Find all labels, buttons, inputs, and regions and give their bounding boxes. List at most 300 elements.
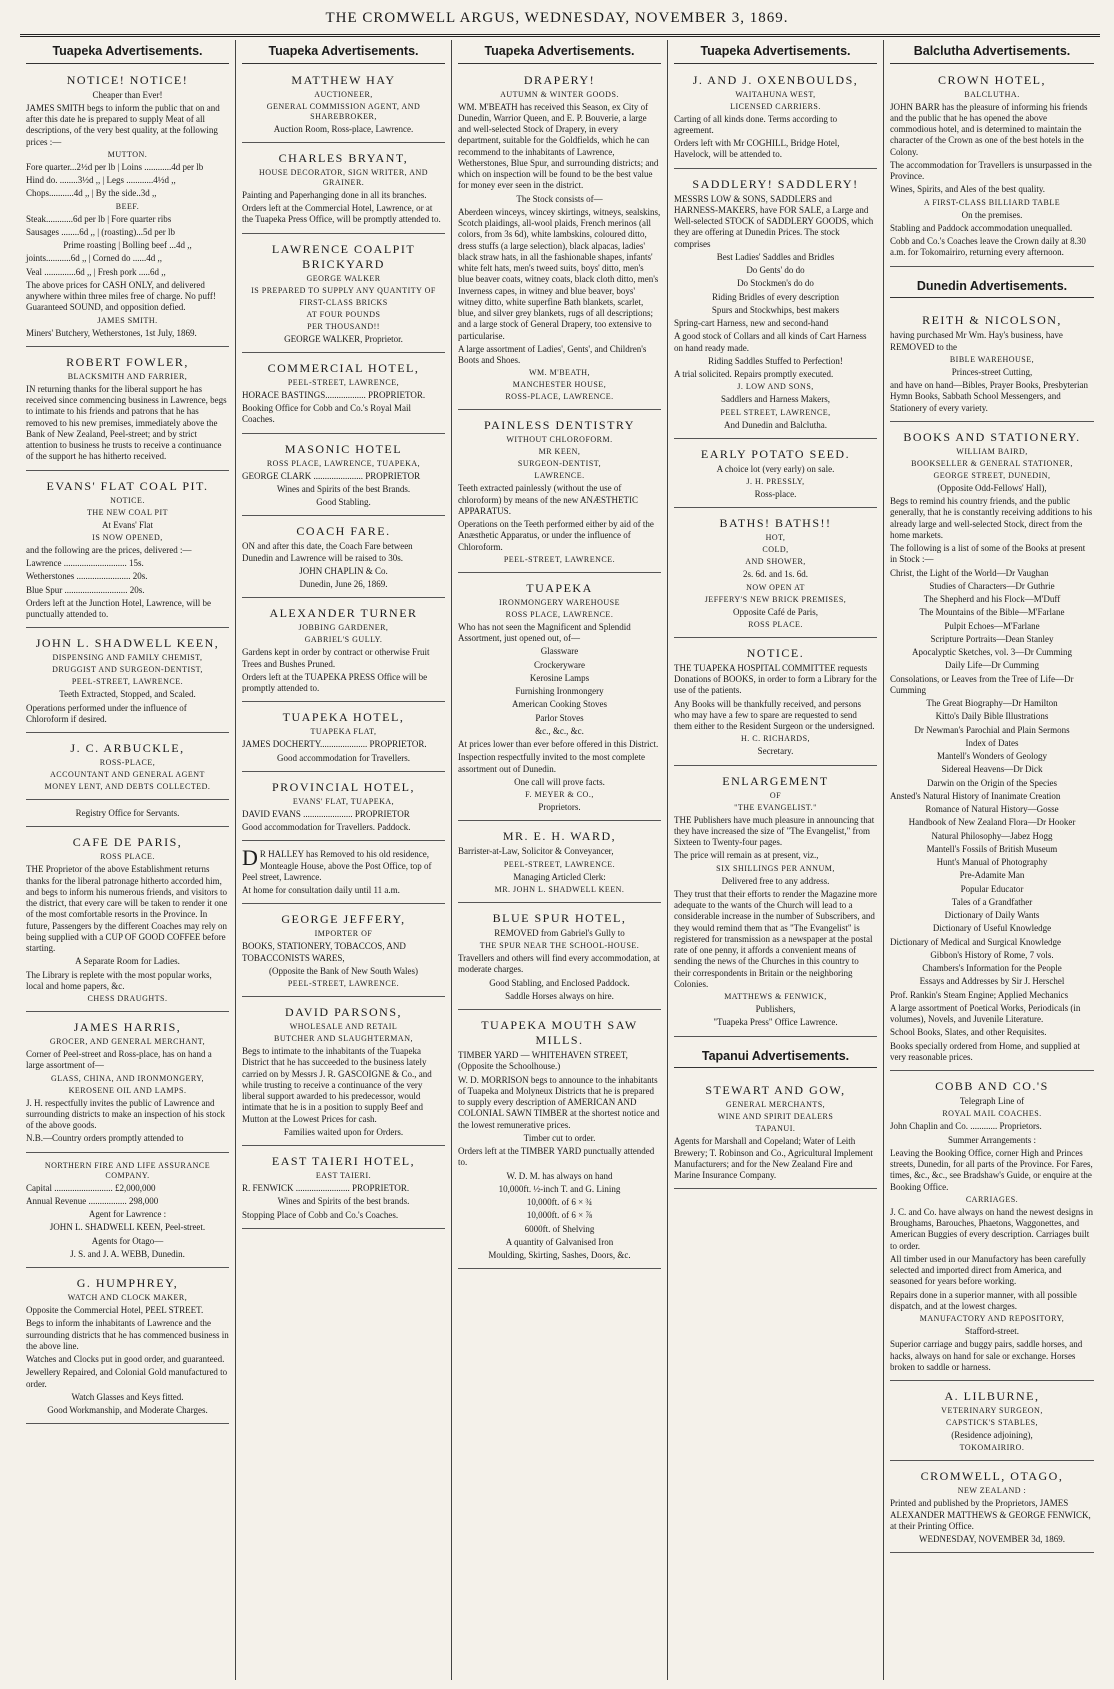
advertisement: [674, 172, 877, 439]
ad-line: LICENSED CARRIERS.: [730, 101, 821, 111]
ad-line: IS PREPARED TO SUPPLY ANY QUANTITY OF: [251, 285, 436, 295]
ad-line: "THE EVANGELIST.": [734, 802, 817, 812]
ad-line: PEEL-STREET, LAWRENCE.: [71, 677, 184, 687]
ad-line: Essays and Addresses by Sir J. Herschel: [919, 976, 1065, 987]
ad-title: PAINLESS DENTISTRY: [484, 418, 635, 433]
ad-title: BOOKS AND STATIONERY.: [903, 429, 1081, 444]
ad-line: BOOKSELLER & GENERAL STATIONER,: [911, 458, 1073, 468]
ad-line: joints...........6d ,, | Corned do ......4d ,,: [26, 253, 163, 264]
ad-title: REITH & NICOLSON,: [922, 313, 1062, 328]
ad-line: (Opposite Odd-Fellows' Hall),: [937, 482, 1047, 493]
ad-title: COMMERCIAL HOTEL,: [267, 360, 420, 375]
ad-line: Ross-place.: [754, 489, 797, 500]
ad-line: Tales of a Grandfather: [951, 896, 1033, 907]
ad-line: MATTHEWS & FENWICK,: [724, 992, 827, 1002]
ad-line: Scripture Portraits—Dean Stanley: [930, 633, 1054, 644]
advertisement: [674, 769, 877, 1037]
ad-title: ROBERT FOWLER,: [66, 354, 189, 369]
ad-line: Studies of Characters—Dr Guthrie: [929, 580, 1055, 591]
ad-line: Books specially ordered from Home, and supplied at very reasonable prices.: [890, 1040, 1080, 1062]
advertisement: [26, 1156, 229, 1269]
ad-line: Wines and Spirits of the best Brands.: [276, 483, 411, 494]
ad-line: GABRIEL'S GULLY.: [304, 635, 383, 645]
advertisement: [458, 906, 661, 1010]
ad-line: WAITAHUNA WEST,: [735, 89, 816, 99]
ad-line: ROYAL MAIL COACHES.: [942, 1109, 1042, 1119]
ad-line: Delivered free to any address.: [721, 875, 830, 886]
ad-title: JOHN L. SHADWELL KEEN,: [35, 636, 220, 651]
ad-title: NORTHERN FIRE AND LIFE ASSURANCE COMPANY.: [44, 1160, 211, 1180]
ad-line: WM. M'BEATH has received this Season, ex City of Dunedin, Warrior Queen, and E. P. Bouverie, a large and well-selected Stock of Drapery, in every department, suitable for the Goldfields, which he can recommend to the inhabitants of Lawrence, Wetherstones, Blue Spur, and surrounding districts; and which on inspection will be found to be the best value for money ever seen in the district.: [458, 101, 659, 191]
ad-line: Mantell's Fossils of British Museum: [926, 843, 1058, 854]
ad-line: PEEL-STREET, LAWRENCE,: [287, 377, 400, 387]
ad-line: Steak............6d per lb | Fore quarter ribs: [26, 213, 172, 224]
column-4: [668, 40, 884, 1680]
ad-line: 6000ft. of Shelving: [524, 1223, 595, 1234]
ad-line: Orders left with Mr COGHILL, Bridge Hotel, Havelock, will be attended to.: [674, 138, 840, 160]
ad-title: MATTHEW HAY: [291, 72, 396, 87]
advertisement: [674, 1040, 877, 1076]
ad-line: LAWRENCE.: [534, 471, 585, 481]
ad-line: Riding Bridles of every description: [712, 291, 839, 302]
ad-line: J. H. respectfully invites the public of Lawrence and surrounding districts to make an inspection of his stock of the above goods.: [26, 1097, 225, 1131]
column-1: [20, 40, 236, 1680]
ad-line: The price will remain as at present, viz.,: [674, 850, 819, 861]
advertisement: [242, 1149, 445, 1229]
ad-line: On the premises.: [961, 209, 1023, 220]
advertisement: [458, 413, 661, 573]
ad-line: Riding Saddles Stuffed to Perfection!: [708, 355, 843, 366]
masthead: THE CROMWELL ARGUS, WEDNESDAY, NOVEMBER 3, 1869.: [325, 10, 789, 26]
ad-title: SADDLERY! SADDLERY!: [692, 176, 859, 191]
ad-line: JAMES SMITH begs to inform the public that on and after this date he is prepared to supply Meat of all descriptions, of the very best quality, at the following prices :—: [26, 102, 220, 147]
advertisement: [26, 736, 229, 800]
advertisement: [890, 1464, 1094, 1553]
column-5: [884, 40, 1100, 1680]
ad-title: COBB AND CO.'S: [935, 1079, 1049, 1093]
advertisement: [26, 1015, 229, 1153]
ad-line: Wines, Spirits, and Ales of the best quality.: [890, 184, 1046, 195]
advertisement: [26, 350, 229, 471]
ad-line: MONEY LENT, AND DEBTS COLLECTED.: [44, 782, 211, 792]
ad-line: The Mountains of the Bible—M'Farlane: [919, 607, 1065, 618]
ad-line: The accommodation for Travellers is unsurpassed in the Province.: [890, 159, 1092, 182]
advertisement: [26, 474, 229, 629]
ad-line: JAMES SMITH.: [97, 315, 158, 325]
ad-line: SIX SHILLINGS PER ANNUM,: [716, 863, 835, 873]
ad-line: H. C. RICHARDS,: [740, 734, 811, 744]
ad-line: Gibbon's History of Rome, 7 vols.: [930, 949, 1054, 960]
column-3: [452, 40, 668, 1680]
ad-title: ALEXANDER TURNER: [269, 606, 418, 621]
advertisement: [242, 68, 445, 143]
ad-line: Begs to remind his country friends, and the public generally, that he is constantly receiving additions to his already large and well-selected Stock, direct from the home markets.: [890, 496, 1093, 540]
ad-line: GEORGE WALKER: [306, 273, 381, 283]
ad-line: Hind do. ........3½d ,, | Legs ............4½d ,,: [26, 175, 176, 186]
ad-line: Dunedin, June 26, 1869.: [299, 579, 388, 590]
advertisement: [890, 425, 1094, 1071]
ad-line: Christ, the Light of the World—Dr Vaughan: [890, 567, 1049, 578]
ad-line: EVANS' FLAT, TUAPEKA,: [292, 796, 395, 806]
ad-line: Glassware: [540, 646, 579, 657]
advertisement: [242, 356, 445, 434]
ad-line: A large assortment of Poetical Works, Periodicals (in volumes), Novels, and Juvenile Literature.: [890, 1002, 1081, 1024]
ad-line: John Chaplin and Co. ............ Proprietors.: [890, 1121, 1042, 1132]
ad-line: Jewellery Repaired, and Colonial Gold manufactured to order.: [26, 1367, 228, 1389]
ad-line: Spurs and Stockwhips, best makers: [711, 304, 840, 315]
ad-line: and the following are the prices, delivered :—: [26, 544, 192, 555]
ad-line: JOHN BARR has the pleasure of informing his friends and the public that he has opened the above commodious hotel, and is determined to maintain the character of the Crown as one of the best hotels in the Colony.: [890, 101, 1088, 157]
ad-line: Good accommodation for Travellers.: [277, 752, 410, 763]
ad-line: Cheaper than Ever!: [92, 89, 163, 100]
ad-line: SURGEON-DENTIST,: [517, 459, 602, 469]
column-2: [236, 40, 452, 1680]
column-heading: Tuapeka Advertisements.: [242, 40, 445, 64]
advertisement: [458, 576, 661, 822]
ad-line: GEORGE CLARK ...................... PROPRIETOR: [242, 470, 421, 481]
ad-line: N.B.—Country orders promptly attended to: [26, 1133, 184, 1144]
ad-line: Prof. Rankin's Steam Engine; Applied Mechanics: [890, 989, 1069, 1000]
column-heading: Tuapeka Advertisements.: [674, 40, 877, 64]
ad-line: A quantity of Galvanised Iron: [505, 1236, 614, 1247]
ad-line: A good stock of Collars and all kinds of Cart Harness on hand ready made.: [674, 331, 867, 353]
ad-line: GENERAL COMMISSION AGENT, AND SHAREBROKER,: [266, 101, 421, 121]
ad-line: Good Workmanship, and Moderate Charges.: [47, 1405, 208, 1416]
ad-line: Apocalyptic Sketches, vol. 3—Dr Cumming: [912, 647, 1072, 657]
ad-title: GEORGE JEFFERY,: [281, 912, 406, 927]
ad-line: THE NEW COAL PIT: [86, 507, 169, 517]
advertisement: [242, 1000, 445, 1146]
ad-line: WM. M'BEATH,: [529, 368, 590, 378]
ad-line: All timber used in our Manufactory has been carefully selected and imported direct from America, and seasoned for years before working.: [890, 1253, 1086, 1287]
ad-line: Publishers,: [755, 1004, 796, 1015]
ad-title: BATHS! BATHS!!: [719, 516, 832, 531]
advertisement: [242, 907, 445, 997]
ad-line: BUTCHER AND SLAUGHTERMAN,: [274, 1034, 413, 1044]
ad-line: R. FENWICK ........................ PROPRIETOR.: [242, 1183, 410, 1194]
ad-line: IMPORTER OF: [314, 929, 373, 939]
ad-line: Blue Spur ............................ 20s.: [26, 584, 145, 595]
ad-line: GEORGE WALKER, Proprietor.: [284, 333, 403, 344]
ad-line: GENERAL MERCHANTS,: [725, 1100, 826, 1110]
advertisement: [458, 824, 661, 903]
ad-line: Stafford-street.: [964, 1326, 1020, 1336]
ad-line: Darwin on the Origin of the Species: [927, 777, 1057, 788]
ad-line: Wetherstones ........................ 20s.: [26, 571, 148, 582]
ad-line: Prime roasting | Bolling beef ...4d ,,: [63, 240, 192, 251]
ad-line: HOT,: [765, 533, 786, 543]
ad-line: HOUSE DECORATOR, SIGN WRITER, AND GRAINER.: [258, 167, 429, 187]
advertisement: [674, 1078, 877, 1189]
ad-line: Orders left at the Commercial Hotel, Lawrence, or at the Tuapeka Press Office, will be promptly attended to.: [242, 203, 441, 225]
ad-line: 10,000ft. of 6 × ⅞: [526, 1210, 593, 1221]
ad-line: IN returning thanks for the liberal support he has received since commencing business in Lawrence, begs to intimate to his friends and patrons that he has removed to his new premises, immediately above the Bank of New Zealand, Peel-street; and by strict attention to business he trusts to receive a continuance of the support he has hitherto received.: [26, 383, 227, 462]
ad-line: Proprietors.: [538, 802, 581, 813]
ad-line: The Great Biography—Dr Hamilton: [926, 698, 1058, 708]
advertisement: [26, 803, 229, 827]
ad-line: TIMBER YARD — WHITEHAVEN STREET, (Opposite the Schoolhouse.): [458, 1050, 628, 1072]
ad-line: Fore quarter...2½d per lb | Loins ............4d per lb: [26, 161, 204, 172]
ad-line: Begs to inform the inhabitants of Lawrence and the surrounding districts that he has commenced business in the above line.: [26, 1318, 229, 1351]
ad-line: Any Books will be thankfully received, and persons who may have a few to spare are requested to send them either to the Resident Surgeon or the undersigned.: [674, 698, 875, 732]
ad-line: Chambers's Information for the People: [922, 963, 1062, 973]
ad-line: Sidereal Heavens—Dr Dick: [941, 764, 1043, 775]
ad-line: BALCLUTHA.: [964, 89, 1020, 99]
ad-line: Index of Dates: [965, 737, 1019, 748]
ad-line: IS NOW OPENED,: [92, 532, 163, 542]
ad-line: BOOKS, STATIONERY, TOBACCOS, AND TOBACCONISTS WARES,: [242, 941, 406, 963]
ad-line: Annual Revenue ................. 298,000: [26, 1195, 159, 1206]
ad-line: NOW OPEN AT: [746, 582, 805, 592]
advertisement: [242, 844, 445, 904]
ad-line: The Shepherd and his Flock—M'Duff: [923, 594, 1061, 604]
ad-line: At prices lower than ever before offered in this District.: [458, 739, 659, 750]
ad-title: EARLY POTATO SEED.: [700, 446, 851, 461]
ad-line: Do Stockmen's do do: [737, 278, 814, 289]
advertisement: [674, 442, 877, 509]
ad-line: Crockeryware: [534, 659, 585, 670]
ad-line: MUTTON.: [107, 149, 148, 159]
ad-line: W. D. MORRISON begs to announce to the inhabitants of Tuapeka and Molyneux Districts that he is prepared to supply every description of AMERICAN AND COLONIAL SAWN TIMBER at the shortest notice and the lowest remunerative prices.: [458, 1074, 660, 1130]
ad-line: Daily Life—Dr Cumming: [945, 660, 1039, 671]
ad-line: J. H. PRESSLY,: [746, 477, 805, 487]
ad-title: J. AND J. OXENBOULDS,: [692, 72, 859, 87]
ad-line: Mantell's Wonders of Geology: [937, 751, 1047, 761]
ad-line: DISPENSING AND FAMILY CHEMIST,: [52, 653, 203, 663]
ad-line: Carting of all kinds done. Terms according to agreement.: [674, 113, 838, 135]
ad-line: REMOVED from Gabriel's Gully to: [494, 927, 625, 938]
ad-line: Dictionary of Medical and Surgical Knowledge: [890, 936, 1062, 947]
ad-line: Kitto's Daily Bible Illustrations: [935, 711, 1049, 722]
ad-line: MESSRS LOW & SONS, SADDLERS and HARNESS-MAKERS, have FOR SALE, a Large and Well-selected STOCK of SADDLERY GOODS, which they are offering at Dunedin Prices. The stock comprises: [674, 193, 874, 249]
ad-line: Chops...........4d ,, | By the side..3d ,,: [26, 188, 157, 199]
ad-line: JOHN CHAPLIN & Co.: [299, 565, 388, 576]
ad-title: PROVINCIAL HOTEL,: [271, 779, 416, 794]
advertisement: [890, 270, 1094, 306]
ad-line: Travellers and others will find every accommodation, at moderate charges.: [458, 953, 660, 975]
ad-line: Stabling and Paddock accommodation unequalled.: [890, 222, 1073, 233]
masthead-rule: [20, 34, 1100, 37]
ad-title: ENLARGEMENT: [722, 773, 829, 788]
advertisement: [242, 146, 445, 234]
ad-line: Good Stabling.: [316, 497, 371, 508]
ad-title: TUAPEKA HOTEL,: [282, 710, 405, 725]
ad-title: EVANS' FLAT COAL PIT.: [46, 478, 209, 493]
ad-line: Romance of Natural History—Gosse: [925, 804, 1059, 814]
ad-title: MASONIC HOTEL: [284, 441, 403, 456]
ad-line: Dr Newman's Parochial and Plain Sermons: [914, 724, 1070, 735]
ad-line: (Opposite the Bank of New South Wales): [268, 965, 419, 976]
ad-line: NEW ZEALAND :: [957, 1486, 1027, 1496]
ad-line: Dictionary of Useful Knowledge: [932, 923, 1052, 934]
ad-line: Saddlers and Harness Makers,: [721, 394, 830, 405]
ad-line: Watch Glasses and Keys fitted.: [71, 1391, 184, 1402]
ad-line: Veal ..............6d ,, | Fresh pork .....6d ,,: [26, 266, 166, 277]
ad-title: NOTICE! NOTICE!: [66, 72, 189, 87]
ad-title: NOTICE.: [746, 645, 805, 660]
advertisement: [242, 437, 445, 517]
ad-line: Inspection respectfully invited to the most complete assortment out of Dunedin.: [458, 752, 645, 774]
ad-line: "Tuapeka Press" Office Lawrence.: [713, 1017, 838, 1028]
ad-line: CAPSTICK'S STABLES,: [945, 1418, 1039, 1427]
ad-line: HORACE BASTINGS.................. PROPRIETOR.: [242, 389, 426, 400]
advertisement: [242, 519, 445, 598]
ad-line: GLASS, CHINA, AND IRONMONGERY,: [50, 1073, 205, 1083]
ad-line: Good accommodation for Travellers. Paddock.: [242, 822, 411, 833]
ad-line: AUCTIONEER,: [314, 89, 373, 99]
ad-line: and have on hand—Bibles, Prayer Books, Presbyterian Hymn Books, Sabbath School Messengers, and Stationery of every variety.: [890, 380, 1088, 413]
ad-line: EAST TAIERI.: [315, 1171, 372, 1181]
ad-line: THE SPUR NEAR THE SCHOOL-HOUSE.: [479, 941, 640, 951]
ad-line: Pulpit Echoes—M'Farlane: [944, 620, 1040, 631]
ad-line: At home for consultation daily until 11 a.m.: [242, 885, 400, 896]
ad-title: J. C. ARBUCKLE,: [70, 741, 185, 756]
ad-line: BEEF.: [115, 201, 140, 211]
advertisement: [674, 641, 877, 766]
advertisement: [242, 237, 445, 353]
ad-line: Telegraph Line of: [959, 1096, 1025, 1106]
ad-line: Furnishing Ironmongery: [515, 686, 604, 697]
ad-line: AT FOUR POUNDS: [306, 309, 381, 319]
advertisement: [890, 308, 1094, 422]
ad-line: Spring-cart Harness, new and second-hand: [674, 318, 829, 329]
ad-line: Dictionary of Daily Wants: [944, 910, 1040, 920]
ad-line: ROSS-PLACE,: [99, 758, 156, 768]
ad-title: Registry Office for Servants.: [75, 808, 180, 819]
ad-line: Corner of Peel-street and Ross-place, has on hand a large assortment of—: [26, 1049, 212, 1071]
ad-line: Managing Articled Clerk:: [513, 871, 606, 882]
ad-line: KEROSENE OIL AND LAMPS.: [68, 1085, 187, 1095]
ad-line: &c., &c., &c.: [535, 725, 584, 736]
ad-line: Begs to intimate to the inhabitants of the Tuapeka District that he has succeeded to the business lately carried on by Messrs J. R. GASCOIGNE & Co., and while trusting to receive a continuance of the very liberal support awarded to his predecessor, would intimate that he is in a position to supply Beef and Mutton at the Lowest Prices for cash.: [242, 1046, 432, 1124]
ad-title: TUAPEKA: [526, 580, 593, 595]
advertisement: [26, 631, 229, 733]
ad-line: AND SHOWER,: [745, 557, 806, 567]
ad-line: DRUGGIST AND SURGEON-DENTIST,: [52, 665, 203, 675]
advertisement: [26, 830, 229, 1012]
advertisement: [242, 775, 445, 842]
ad-line: having purchased Mr Wm. Hay's business, have REMOVED to the: [890, 330, 1063, 352]
ad-line: WILLIAM BAIRD,: [956, 446, 1028, 456]
ad-line: Auction Room, Ross-place, Lawrence.: [273, 123, 414, 134]
ad-line: Families waited upon for Orders.: [283, 1126, 404, 1137]
ad-line: Lawrence ............................ 15s.: [26, 558, 144, 569]
ad-line: ROSS-PLACE, LAWRENCE.: [505, 392, 614, 402]
ad-line: PEEL-STREET, LAWRENCE.: [503, 859, 616, 869]
ad-line: ROSS PLACE.: [748, 619, 803, 629]
ad-line: Stopping Place of Cobb and Co.'s Coaches.: [242, 1209, 399, 1220]
ad-line: American Cooking Stoves: [512, 699, 607, 710]
ad-line: (Residence adjoining),: [951, 1430, 1033, 1440]
ad-line: PEEL-STREET, LAWRENCE.: [287, 979, 400, 989]
ad-line: Opposite the Commercial Hotel, PEEL STREET.: [26, 1305, 204, 1316]
ad-line: Do Gents' do do: [746, 265, 805, 276]
ad-line: School Books, Slates, and other Requisites.: [890, 1027, 1047, 1038]
ad-line: Gardens kept in order by contract or otherwise Fruit Trees and Bushes Pruned.: [242, 647, 430, 669]
advertisement: [674, 511, 877, 638]
ad-line: Printed and published by the Proprietors, JAMES ALEXANDER MATTHEWS & GEORGE FENWICK, at their Printing Office.: [890, 1498, 1091, 1531]
ad-line: Aberdeen winceys, wincey skirtings, witneys, sealskins, Scotch plaidings, all-wool plaids, French merinos (all colors, from 3s 6d), white lambskins, coloured ditto, dress stuffs (a large selection), black alpacas, ladies' black straw hats, in all the fashionable shapes, infants' white felt hats, men's tweed suits, boys' ditto, men's blue beaver coats, witney coats, black cloth ditto, men's Inverness capes, in witney and blue beaver, boys' witney ditto, white superfine Bath blankets, scarlet, blue, and silver grey blankets, rugs of all descriptions; and a large stock of General Drapery, too extensive to particularise.: [458, 206, 661, 341]
ad-line: Operations on the Teeth performed either by aid of the Anæsthetic Apparatus, or under the influence of Chloroform.: [458, 519, 654, 552]
ad-line: Sausages ........6d ,, | (roasting)...5d per lb: [26, 226, 176, 237]
ad-line: WEDNESDAY, NOVEMBER 3d, 1869.: [918, 1534, 1065, 1544]
ad-line: CARRIAGES.: [965, 1194, 1019, 1204]
ad-line: MR. JOHN L. SHADWELL KEEN.: [494, 884, 625, 894]
ad-line: PEEL-STREET, LAWRENCE.: [503, 554, 616, 564]
ad-title: DRAPERY!: [523, 72, 596, 87]
ad-line: Good Stabling, and Enclosed Paddock.: [489, 977, 630, 988]
ad-line: Barrister-at-Law, Solicitor & Conveyancer,: [458, 846, 614, 857]
ad-line: MANUFACTORY AND REPOSITORY,: [919, 1314, 1065, 1323]
ad-line: BLACKSMITH AND FARRIER,: [67, 371, 188, 381]
ad-line: WATCH AND CLOCK MAKER,: [67, 1293, 188, 1303]
ad-line: Summer Arrangements :: [948, 1134, 1036, 1145]
ad-line: COLD,: [762, 545, 789, 555]
ad-line: Miners' Butchery, Wetherstones, 1st July, 1869.: [26, 327, 197, 338]
ad-line: Orders left at the Junction Hotel, Lawrence, will be punctually attended to.: [26, 597, 211, 620]
ad-line: Agents for Marshall and Copeland; Water of Leith Brewery; T. Robinson and Co., Agricultural Implement Manufacturers; and for the New Zealand Fire and Marine Insurance Company.: [674, 1136, 873, 1180]
ad-line: The Library is replete with the most popular works, local and home papers, &c.: [26, 969, 212, 991]
ad-line: The above prices for CASH ONLY, and delivered anywhere within three miles free of charge. No puff! Guaranteed SOUND, and opposition defied.: [26, 279, 216, 313]
ad-line: DAVID EVANS ...................... PROPRIETOR: [242, 808, 410, 819]
ad-line: Superior carriage and buggy pairs, saddle horses, and hacks, always on hand for sale or exchange. Horses broken to saddle or harness.: [890, 1339, 1083, 1372]
ad-title: STEWART AND GOW,: [705, 1083, 846, 1098]
ad-line: W. D. M. has always on hand: [506, 1170, 613, 1181]
ad-line: Consolations, or Leaves from the Tree of Life—Dr Cumming: [890, 673, 1074, 695]
ad-line: OF: [769, 790, 782, 800]
ad-title: JAMES HARRIS,: [73, 1020, 182, 1035]
ad-line: Leaving the Booking Office, corner High and Princes streets, Dunedin, for all parts of the Province. For Fares, times, &c., &c., see Bradshaw's Guide, or enquire at the Booking Office.: [890, 1147, 1093, 1192]
ad-line: JEFFERY'S NEW BRICK PREMISES,: [704, 594, 847, 604]
ad-line: Watches and Clocks put in good order, and guaranteed.: [26, 1354, 225, 1365]
ad-line: WITHOUT CHLOROFORM.: [506, 435, 613, 445]
ad-line: A Separate Room for Ladies.: [75, 956, 180, 967]
ad-line: BIBLE WAREHOUSE,: [949, 354, 1035, 364]
ad-line: THE Publishers have much pleasure in announcing that they have increased the size of "The Evangelist," from Sixteen to Twenty-four pages.: [674, 814, 875, 848]
ad-line: Pre-Adamite Man: [959, 870, 1025, 881]
ad-title: CROMWELL, OTAGO,: [920, 1469, 1064, 1484]
ad-line: They trust that their efforts to render the Magazine more adequate to the wants of the Church will lead to a considerable increase in the number of Subscribers, and they would remind them that as "The Evangelist" is registered for transmission as a newspaper at the postal rate of one penny, it affords a convenient means of sending the news of the Churches in this country to their correspondents in Britain or the neighboring Colonies.: [674, 888, 878, 989]
ad-line: Best Ladies' Saddles and Bridles: [716, 251, 835, 262]
advertisement: [458, 1013, 661, 1269]
advertisement: [242, 601, 445, 702]
advertisement: [26, 68, 229, 347]
ad-line: Agent for Lawrence :: [88, 1209, 167, 1220]
ad-line: F. MEYER & CO.,: [525, 790, 594, 800]
ad-line: Capital .......................... £2,000,000: [26, 1182, 156, 1193]
ad-line: Wines and Spirits of the best brands.: [277, 1196, 410, 1207]
ad-title: G. HUMPHREY,: [76, 1276, 179, 1291]
ad-title: Tapanui Advertisements.: [674, 1045, 877, 1069]
ad-line: JOHN L. SHADWELL KEEN, Peel-street.: [49, 1222, 206, 1233]
ad-line: ROSS PLACE, LAWRENCE.: [505, 609, 614, 619]
ad-line: Cobb and Co.'s Coaches leave the Crown daily at 8.30 a.m. for Tokomairiro, returning every afternoon.: [890, 236, 1086, 258]
ad-line: Teeth extracted painlessly (without the use of chloroform) by means of the new ANÆSTHETIC APPARATUS.: [458, 483, 638, 516]
ad-line: Opposite Café de Paris,: [733, 606, 818, 617]
ad-line: 10,000ft. ½-inch T. and G. Lining: [498, 1183, 621, 1194]
ad-line: VETERINARY SURGEON,: [941, 1406, 1043, 1415]
ad-line: J. LOW AND SONS,: [737, 382, 814, 392]
ad-line: A large assortment of Ladies', Gents', and Children's Boots and Shoes.: [458, 343, 647, 366]
ad-line: Saddle Horses always on hire.: [505, 990, 614, 1001]
ad-line: The following is a list of some of the Books at present in Stock :—: [890, 543, 1086, 565]
ad-line: TUAPEKA FLAT,: [310, 727, 377, 737]
advertisement: [674, 68, 877, 169]
ad-line: Repairs done in a superior manner, with all possible dispatch, and at the lowest charges.: [890, 1289, 1077, 1311]
ad-title: MR. E. H. WARD,: [502, 829, 617, 844]
ad-line: PEEL STREET, LAWRENCE,: [720, 407, 831, 417]
ad-line: FIRST-CLASS BRICKS: [299, 297, 388, 307]
